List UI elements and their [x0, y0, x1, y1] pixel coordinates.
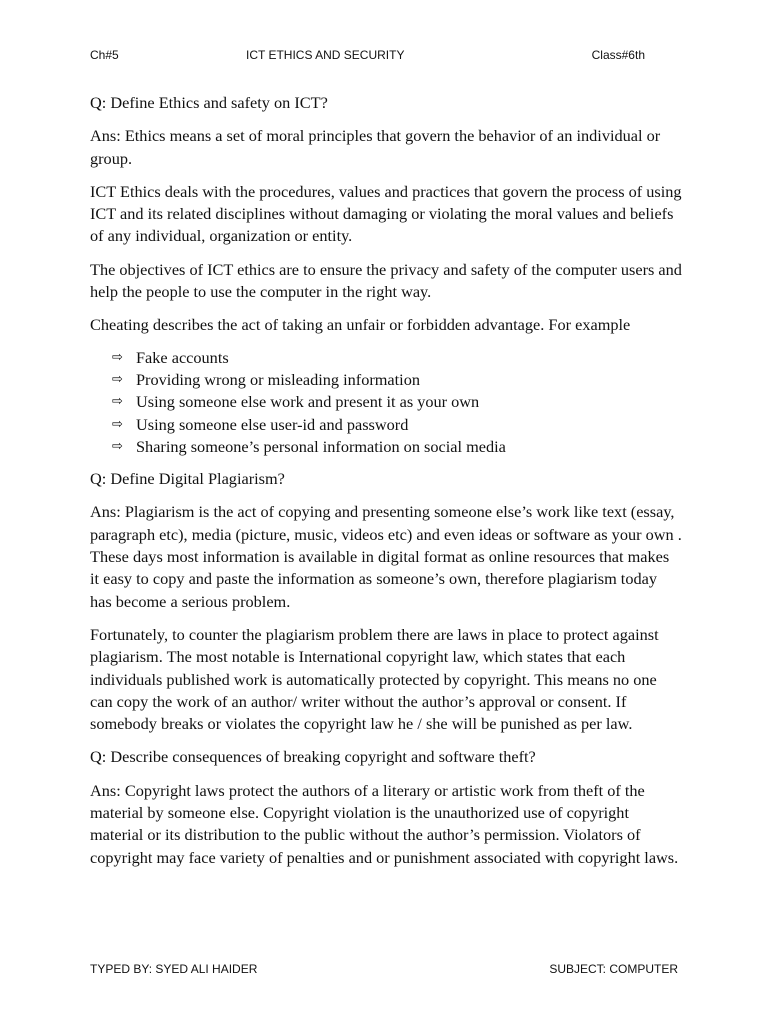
question-2: Q: Define Digital Plagiarism?	[90, 469, 285, 489]
document-body	[90, 92, 682, 880]
list-item-text: Providing wrong or misleading information	[136, 369, 420, 389]
arrow-bullet-icon: ⇨	[112, 416, 123, 432]
list-item	[112, 436, 682, 458]
answer-3-paragraph-1: Ans: Copyright laws protect the authors of a literary or artistic work from theft of the material by someone else. Copyright violation is the unauthorized use of copyright material or its distribution to the public without the author’s permission. Violators of copyright may face variety of penalties and or punishment associated with copyright laws.	[90, 780, 679, 867]
list-item-text: Sharing someone’s personal information on social media	[136, 436, 506, 456]
answer-1-paragraph-2: ICT Ethics deals with the procedures, values and practices that govern the process of using ICT and its related disciplines without damaging or violating the moral values and beliefs of any individual, organization or entity.	[90, 181, 682, 246]
class-label: Class#6th	[591, 48, 645, 62]
list-item	[112, 414, 682, 436]
answer-1-paragraph-1: Ans: Ethics means a set of moral principles that govern the behavior of an individual or group.	[90, 126, 661, 168]
arrow-bullet-icon: ⇨	[112, 438, 123, 454]
question-1: Q: Define Ethics and safety on ICT?	[90, 93, 328, 112]
list-item	[112, 347, 682, 369]
document-title: ICT ETHICS AND SECURITY	[246, 48, 405, 62]
answer-1-paragraph-4: Cheating describes the act of taking an unfair or forbidden advantage. For example	[90, 315, 631, 335]
chapter-label: Ch#5	[90, 48, 119, 62]
list-item-text: Using someone else work and present it as your own	[136, 392, 480, 412]
arrow-bullet-icon: ⇨	[112, 371, 123, 387]
cheating-examples-list	[90, 347, 682, 458]
list-item-text: Fake accounts	[136, 347, 229, 367]
arrow-bullet-icon: ⇨	[112, 349, 123, 365]
list-item-text: Using someone else user-id and password	[136, 414, 409, 434]
question-3: Q: Describe consequences of breaking copyright and software theft?	[90, 747, 536, 767]
answer-1-paragraph-3: The objectives of ICT ethics are to ensure the privacy and safety of the computer users and help the people to use the computer in the right way.	[90, 259, 682, 302]
answer-2-paragraph-1: Ans: Plagiarism is the act of copying and presenting someone else’s work like text (essay, paragraph etc), media (picture, music, videos etc) and even ideas or software as your own . These days most information is available in digital format as online resources that makes it easy to copy and paste the information as someone’s own, therefore plagiarism today has become a serious problem.	[90, 502, 682, 611]
typed-by-label: TYPED BY: SYED ALI HAIDER	[90, 962, 258, 976]
list-item	[112, 369, 682, 391]
list-item	[112, 391, 682, 413]
subject-label: SUBJECT: COMPUTER	[549, 962, 678, 976]
answer-2-paragraph-2: Fortunately, to counter the plagiarism problem there are laws in place to protect against plagiarism. The most notable is International copyright law, which states that each individuals published work is automatically protected by copyright. This means no one can copy the work of an author/ writer without the author’s approval or consent. If somebody breaks or violates the copyright law he / she will be punished as per law.	[90, 624, 659, 734]
arrow-bullet-icon: ⇨	[112, 394, 123, 410]
